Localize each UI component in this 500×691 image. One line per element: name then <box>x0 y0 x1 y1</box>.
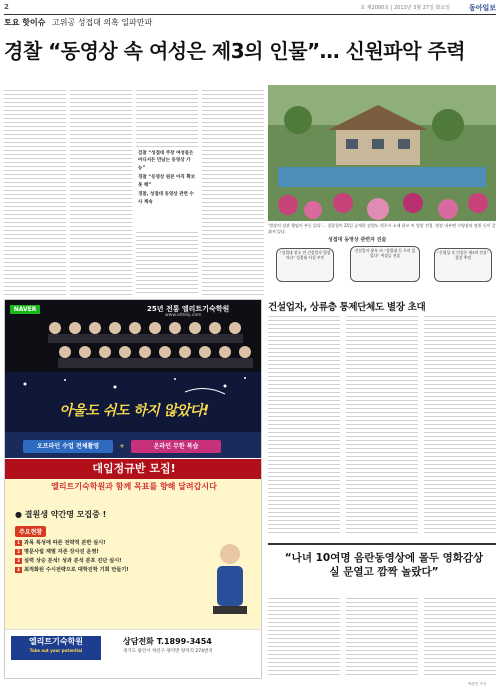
quote-line: 경찰, 성접대 동영상 관련 수사 계속 <box>138 192 194 205</box>
academy-logo <box>11 636 101 660</box>
quote-line: 검찰 “성접대 주장 여성들은 어디서든 만났는 동영상 가능” <box>138 151 194 171</box>
article-quote-box <box>138 150 196 227</box>
byline: 박종민 기자 <box>468 682 487 686</box>
feature-text-4: 최적화된 수시전략으로 대학진학 기회 만들기! <box>24 567 129 573</box>
masthead-logo[interactable]: 동아일보 <box>468 4 496 12</box>
ad-details-panel <box>5 479 262 629</box>
quote-line: 경찰 “동영상 원본 아직 확보 못 해” <box>138 175 196 188</box>
article-column-3a <box>136 90 198 148</box>
teachers-group-photo <box>43 314 258 370</box>
pull-quote-block <box>268 543 496 593</box>
third-article-col-3 <box>424 598 496 678</box>
villa-photo-graphic <box>268 85 496 221</box>
diagram-box-left <box>276 248 334 282</box>
article-column-1 <box>4 90 66 295</box>
ad-middle-panel <box>5 372 262 458</box>
diagram-box-left-text: “성접대 장소 전 건설업자 별장 아냐” 성접대 사실 부인 <box>279 250 331 260</box>
ad-feature-item <box>15 548 215 557</box>
academy-logo-text: 엘리트기숙학원 <box>28 637 84 646</box>
ad-website[interactable]: www.elitesj.com <box>165 313 202 318</box>
third-article-col-2 <box>346 598 418 678</box>
page-number: 2 <box>4 3 9 11</box>
ad-brand: 25년 전통 엘리트기숙학원 <box>147 305 230 313</box>
naver-badge: NAVER <box>10 305 40 314</box>
ad-pill-offline: 오프라인 수업 전체촬영 <box>23 440 113 453</box>
feature-number-1: 1 <box>15 540 22 546</box>
page-header <box>4 3 496 13</box>
feature-text-2: 명문사립 재벌 자존 강사진 운영! <box>24 549 99 555</box>
second-article-col-2 <box>346 316 418 534</box>
ad-recruit-banner: 대입정규반 모집! <box>5 459 262 479</box>
section-label: 토요 핫이슈 <box>4 18 46 27</box>
ad-pill-plus: + <box>119 443 125 450</box>
ad-slogan: 엘리트기숙학원과 함께 목표를 향해 달려갑시다 <box>51 482 217 491</box>
diagram-box-center-text: 건설업자 윤모 씨 “성접대 등 로비 있었다” 여성들 진술 <box>354 248 416 258</box>
academy-advertisement[interactable] <box>4 299 262 679</box>
ad-pill-online: 온라인 무한 복습 <box>131 440 221 453</box>
diagram-box-right-text: “동영상 속 인물은 제3의 인물” 경찰 추정 <box>437 250 489 260</box>
ad-big-slogan: 아울도 쉬도 하지 않았다! <box>59 403 209 419</box>
feature-number-2: 2 <box>15 549 22 555</box>
feature-number-3: 3 <box>15 558 22 564</box>
ad-contact-panel <box>5 629 262 679</box>
diagram-box-center <box>350 246 420 282</box>
ad-top-panel <box>5 300 262 372</box>
ad-feature-title: 주요현황 <box>15 526 46 537</box>
ad-feature-item <box>15 539 215 548</box>
ad-address: 경기도 용인시 처인구 양지면 양지리 274번지 <box>123 649 213 654</box>
diagram-box-right <box>434 248 492 282</box>
ad-feature-item <box>15 557 215 566</box>
section-bar <box>4 14 496 26</box>
article-column-3b <box>136 232 198 295</box>
relation-diagram <box>268 236 496 295</box>
feature-number-4: 4 <box>15 567 22 573</box>
ad-feature-item <box>15 566 215 575</box>
section-subtitle: 고위공 성접대 의혹 일파만파 <box>52 18 153 27</box>
villa-photo <box>268 85 496 221</box>
second-article-headline: 건설업자, 상류층 통제단체도 별장 초대 <box>268 302 426 313</box>
ad-pass-text: ● 결원생 약간명 모집중 ! <box>15 510 107 519</box>
pull-quote-text: “나녀 10여명 음란동영상에 몰두 영화감상실 문열고 깜짝 놀랐다” <box>284 552 484 579</box>
article-column-2 <box>70 90 132 295</box>
student-illustration <box>205 539 255 619</box>
feature-text-3: 실력 상승 분석! 성과 분석 분포 진단 실시! <box>24 558 122 564</box>
second-article-col-3 <box>424 316 496 534</box>
ad-phone[interactable]: 상담전화 T.1899-3454 <box>123 637 212 646</box>
second-article-col-1 <box>268 316 340 534</box>
third-article-col-1 <box>268 598 340 678</box>
issue-line: 호 제2000호 | 2013년 3월 27일 화요일 <box>360 5 450 11</box>
diagram-title: 성접대 동영상 관련자 진술 <box>328 237 387 243</box>
photo-caption: ‘별장의 성관 행임이 부동 있다’… 경찰청이 25일 공개한 강원도 원주시 소재 윤모 씨 별장 전경. 별장 내부엔 수영장과 정원 등이 갖춰져 있다. <box>268 223 496 234</box>
main-headline: 경찰 “동영상 속 여성은 제3의 인물”… 신원파악 주력 <box>4 39 466 63</box>
ad-feature-list <box>15 539 215 575</box>
feature-text-1: 과목 특성에 따른 전략적 분반 실시! <box>24 540 106 546</box>
academy-logo-tagline: Take out your potential <box>29 648 83 653</box>
article-column-4 <box>202 90 264 295</box>
